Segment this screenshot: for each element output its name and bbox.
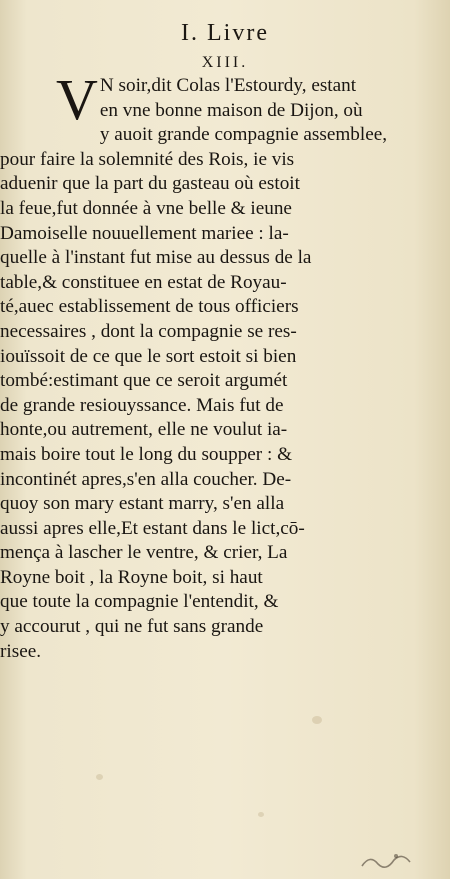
text-line: iouïssoit de ce que le sort estoit si bien (0, 345, 297, 367)
paper-stain (96, 774, 103, 780)
text-line: quelle à l'instant fut mise au dessus de la (0, 247, 312, 269)
text-line: pour faire la solemnité des Rois, ie vis (0, 148, 295, 170)
page-corner-ornament (356, 848, 416, 872)
text-line: que toute la compagnie l'entendit, & (0, 591, 279, 613)
text-line: incontinét apres,s'en alla coucher. De- (0, 468, 292, 490)
running-head: I. Livre (181, 20, 269, 46)
text-line: de grande resiouyssance. Mais fut de (0, 394, 284, 416)
text-line: y accourut , qui ne fut sans grande (0, 616, 264, 638)
text-line: honte,ou autrement, elle ne voulut ia- (0, 419, 288, 441)
paper-stain (312, 716, 322, 724)
text-line: Damoiselle nouuellement mariee : la- (0, 222, 289, 244)
text-line: N soir,dit Colas l'Estourdy, estant (99, 75, 357, 96)
text-line: aduenir que la part du gasteau où estoit (0, 173, 300, 195)
text-line: aussi apres elle,Et estant dans le lict,cō- (0, 517, 305, 539)
text-line: table,& constituee en estat de Royau- (0, 271, 287, 293)
text-line: quoy son mary estant marry, s'en alla (0, 493, 285, 515)
paper-stain (258, 812, 264, 817)
text-line: té,auec establissement de tous officiers (0, 296, 299, 318)
text-line: necessaires , dont la compagnie se res- (0, 320, 297, 342)
text-line: tombé:estimant que ce seroit argumét (0, 370, 288, 392)
text-line: y auoit grande compagnie assemblee, (99, 124, 388, 146)
drop-cap: V (56, 67, 98, 132)
text-line: en vne bonne maison de Dijon, où (99, 99, 363, 121)
body-text (0, 67, 428, 664)
text-line: risee. (0, 640, 42, 662)
text-line: mais boire tout le long du soupper : & (0, 443, 293, 465)
text-line: la feue,fut donnée à vne belle & ieune (0, 197, 292, 219)
text-line: mença à lascher le ventre, & crier, La (0, 542, 288, 564)
text-line: Royne boit , la Royne boit, si haut (0, 566, 263, 588)
section-number: XIII. (201, 54, 249, 71)
